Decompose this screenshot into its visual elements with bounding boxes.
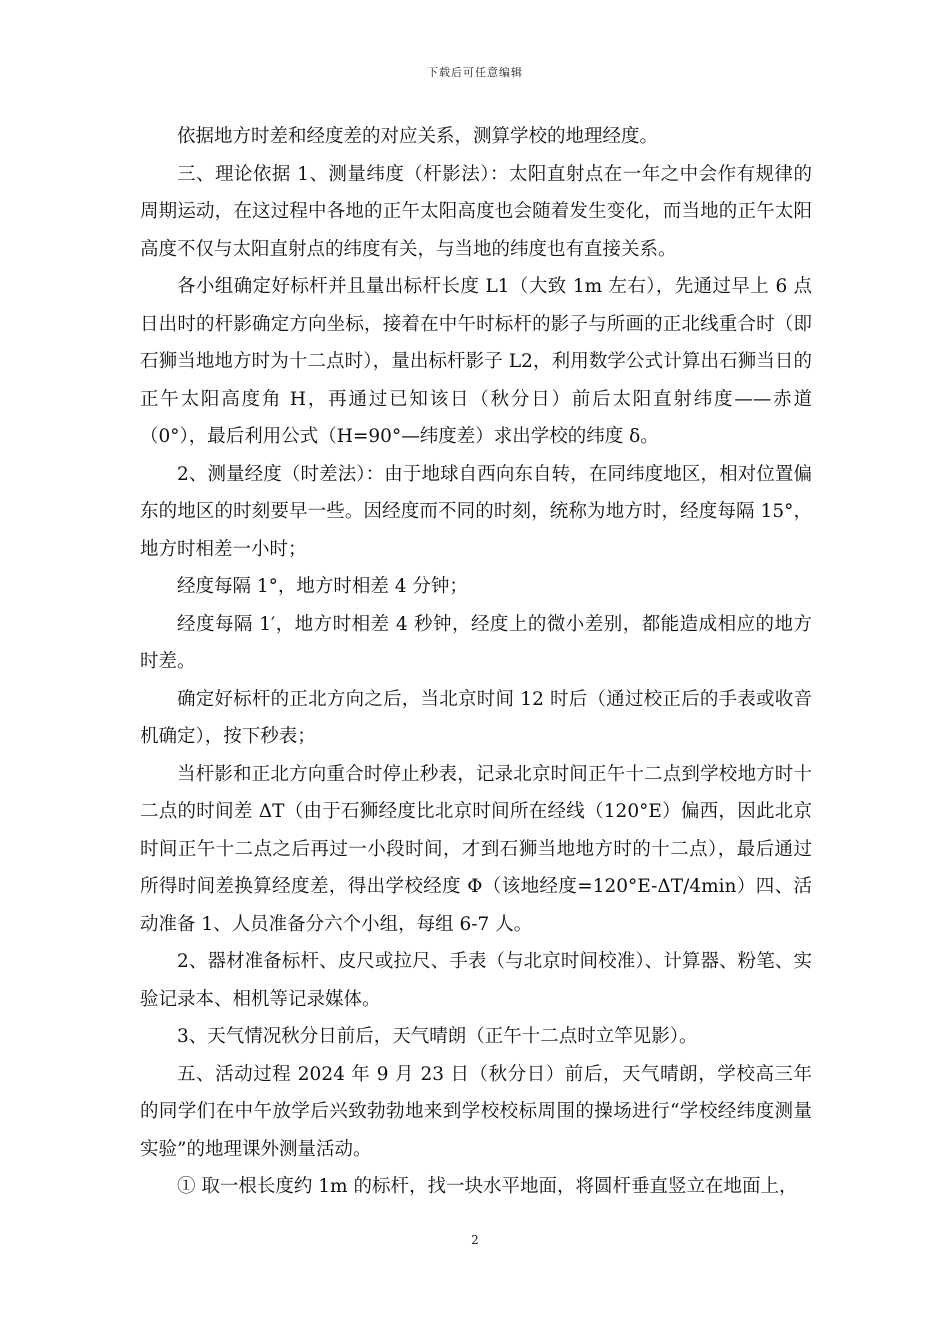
- page-number: 2: [471, 1233, 479, 1247]
- paragraph-12: ① 取一根长度约 1m 的标杆，找一块水平地面，将圆杆垂直竖立在地面上，: [177, 1176, 798, 1197]
- paragraph-10: 3、天气情况秋分日前后，天气晴朗（正午十二点时立竿见影）。: [177, 1026, 698, 1047]
- paragraph-7: 确定好标杆的正北方向之后，当北京时间 12 时后（通过校正后的手表或收音机确定），按下秒表；: [140, 688, 812, 747]
- paragraph-5: 经度每隔 1°，地方时相差 4 分钟；: [177, 576, 468, 597]
- paragraph-2: 三、理论依据 1、测量纬度（杆影法）：太阳直射点在一年之中会作有规律的周期运动，在这过程中各地的正午太阳高度也会随着发生变化，而当地的正午太阳高度不仅与太阳直射点的纬度有关，与当地的纬度也有直接关系。: [140, 163, 812, 260]
- paragraph-4: 2、测量经度（时差法）：由于地球自西向东自转，在同纬度地区，相对位置偏东的地区的时刻要早一些。因经度而不同的时刻，统称为地方时，经度每隔 15°，地方时相差一小时；: [140, 463, 812, 560]
- paragraph-6: 经度每隔 1′，地方时相差 4 秒钟，经度上的微小差别，都能造成相应的地方时差。: [140, 613, 812, 672]
- paragraph-8: 当杆影和正北方向重合时停止秒表，记录北京时间正午十二点到学校地方时十二点的时间差 ΔT（由于石狮经度比北京时间所在经线（120°E）偏西，因此北京时间正午十二点之后再过一小段时间，才到石狮当地地方时的十二点），最后通过所得时间差换算经度差，得出学校经度 Φ（该地经度=120°E-ΔT/4min）四、活动准备 1、人员准备分六个小组，每组 6-7 人。: [140, 763, 812, 935]
- paragraph-1: 依据地方时差和经度差的对应关系，测算学校的地理经度。: [177, 126, 659, 147]
- document-body: [140, 118, 812, 1206]
- paragraph-9: 2、器材准备标杆、皮尺或拉尺、手表（与北京时间校准）、计算器、粉笔、实验记录本、相机等记录媒体。: [140, 951, 812, 1010]
- paragraph-11: 五、活动过程 2024 年 9 月 23 日（秋分日）前后，天气晴朗，学校高三年的同学们在中午放学后兴致勃勃地来到学校校标周围的操场进行“学校经纬度测量实验”的地理课外测量活动。: [140, 1063, 812, 1160]
- page-header: 下载后可任意编辑: [427, 66, 523, 79]
- paragraph-3: 各小组确定好标杆并且量出标杆长度 L1（大致 1m 左右），先通过早上 6 点日出时的杆影确定方向坐标，接着在中午时标杆的影子与所画的正北线重合时（即石狮当地地方时为十二点时），量出标杆影子 L2，利用数学公式计算出石狮当日的正午太阳高度角 H，再通过已知该日（秋分日）前后太阳直射纬度——赤道（0°），最后利用公式（H=90°—纬度差）求出学校的纬度 δ。: [140, 276, 812, 447]
